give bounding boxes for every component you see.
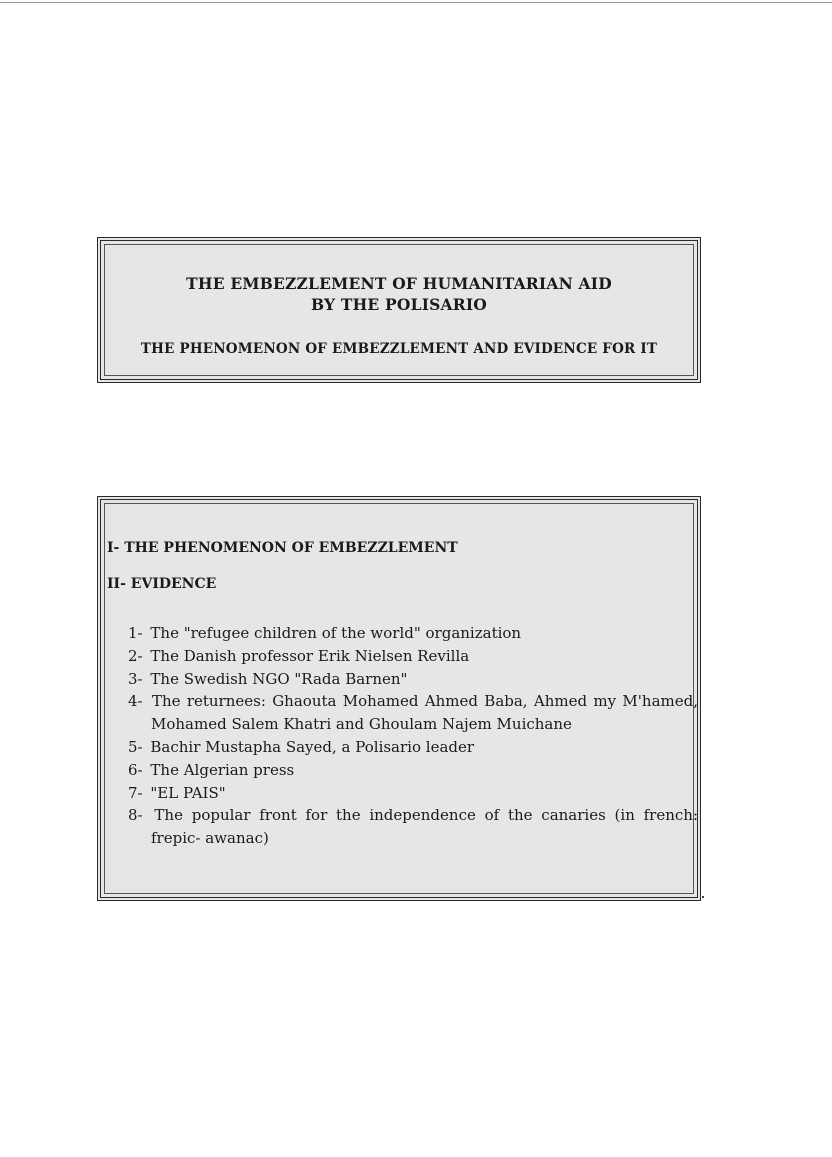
list-item-text: The "refugee children of the world" organization (150, 624, 522, 642)
evidence-list (128, 622, 698, 850)
list-item-number: 5- (128, 737, 143, 756)
list-item-number: 4- (128, 692, 143, 711)
list-item-text: The Danish professor Erik Nielsen Revilla (150, 646, 470, 665)
list-item-number: 7- (128, 783, 143, 802)
list-item-text: The returnees: Ghaouta Mohamed Ahmed Baba, Ahmed my M'hamed, Mohamed Salem Khatri and Ghoulam Najem Muichane (151, 692, 698, 734)
list-item (128, 622, 698, 645)
section-heading-1: I- THE PHENOMENON OF EMBEZZLEMENT (107, 540, 458, 556)
list-item-text: The Swedish NGO "Rada Barnen" (150, 669, 408, 688)
list-item-text: "EL PAIS" (150, 783, 226, 802)
list-item-number: 1- (128, 624, 143, 642)
list-item (128, 690, 698, 736)
list-item-text: Bachir Mustapha Sayed, a Polisario leader (150, 737, 475, 756)
document-title-line-2: BY THE POLISARIO (310, 295, 488, 314)
list-item-number: 2- (128, 646, 143, 665)
scan-speck (702, 896, 704, 898)
list-item (128, 759, 698, 782)
list-item-number: 6- (128, 760, 143, 779)
document-subtitle: THE PHENOMENON OF EMBEZZLEMENT AND EVIDENCE FOR IT (140, 341, 658, 357)
top-border-line (0, 2, 832, 3)
section-heading-2: II- EVIDENCE (107, 576, 217, 592)
list-item-number: 3- (128, 669, 143, 688)
list-item (128, 804, 698, 850)
title-box (97, 237, 701, 383)
contents-box (97, 496, 701, 901)
document-title-line-1: THE EMBEZZLEMENT OF HUMANITARIAN AID (186, 274, 612, 293)
list-item-text: The Algerian press (150, 760, 295, 779)
list-item-text: The popular front for the independence of the canaries (in french: frepic- awanac) (151, 806, 698, 848)
list-item (128, 645, 698, 668)
list-item (128, 736, 698, 759)
list-item-number: 8- (128, 806, 143, 825)
list-item (128, 668, 698, 691)
list-item (128, 782, 698, 805)
